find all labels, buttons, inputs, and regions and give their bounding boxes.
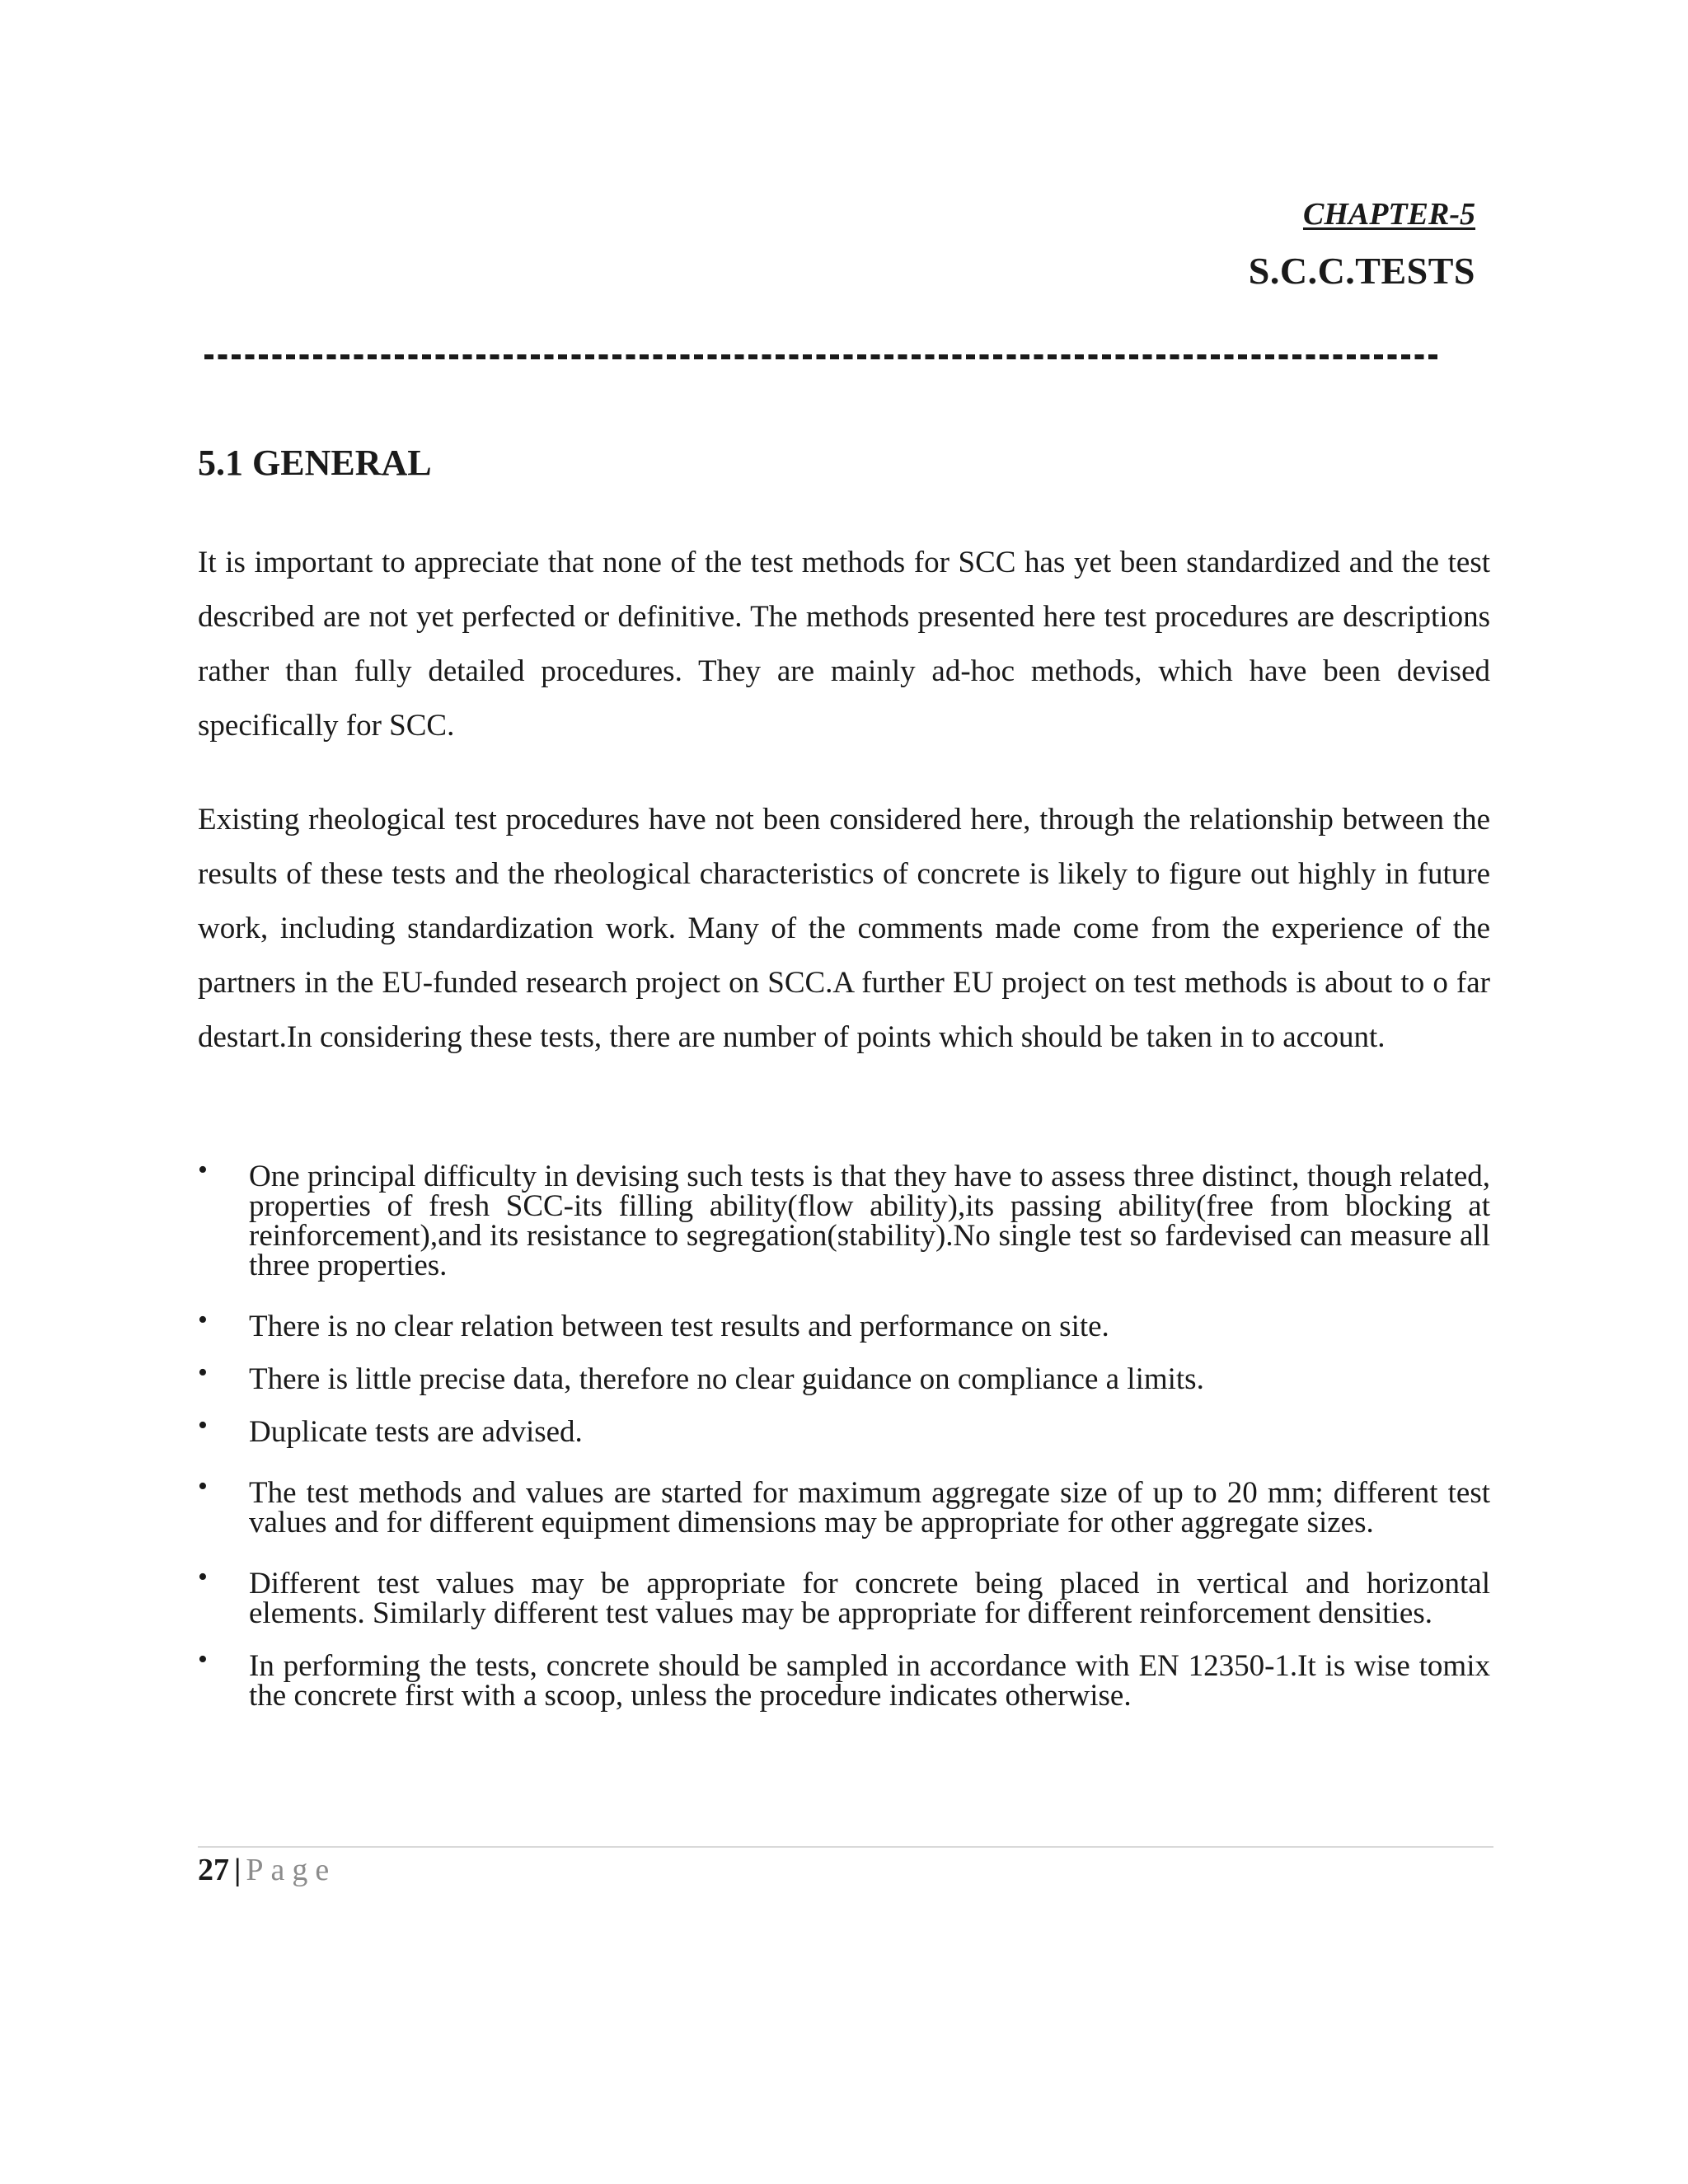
list-item — [198, 1357, 1490, 1396]
paragraph-1: It is important to appreciate that none of the test methods for SCC has yet been standardized and the test described are not yet perfected or definitive. The methods presented here test procedures are descriptions rather than fully detailed procedures. They are mainly ad-hoc methods, which have been devised specifically for SCC. — [198, 546, 1490, 743]
list-item-text: One principal difficulty in devising such tests is that they have to assess three distinct, though related, properties of fresh SCC-its filling ability(flow ability),its passing ability(free from blocking at reinforcement),and its resistance to segregation(stability).No single test so fardevised can measure all three properties. — [249, 1160, 1490, 1282]
footer-divider — [198, 1846, 1493, 1848]
page-separator: | — [234, 1853, 241, 1887]
list-item — [198, 1471, 1490, 1540]
list-item-text: There is no clear relation between test results and performance on site. — [249, 1310, 1109, 1343]
bullet-icon: • — [198, 1305, 208, 1335]
bullet-icon: • — [198, 1644, 208, 1675]
bullet-icon: • — [198, 1471, 208, 1502]
list-item — [198, 1155, 1490, 1282]
list-item-text: Different test values may be appropriate for concrete being placed in vertical and horizontal elements. Similarly different test values may be appropriate for different reinforcement densities. — [249, 1567, 1490, 1630]
paragraph-2: Existing rheological test procedures have not been considered here, through the relationship between the results of these tests and the rheological characteristics of concrete is likely to figure out highly in future work, including standardization work. Many of the comments made come from the experience of the partners in the EU-funded research project on SCC.A further EU project on test methods is about to o far destart.In considering these tests, there are number of points which should be taken in to account. — [198, 803, 1490, 1054]
list-item — [198, 1305, 1490, 1343]
page-number: 27 — [198, 1853, 229, 1887]
bullet-list — [198, 1155, 1490, 1713]
bullet-icon: • — [198, 1410, 208, 1441]
bullet-icon: • — [198, 1562, 208, 1592]
bullet-icon: • — [198, 1155, 208, 1185]
list-item-text: The test methods and values are started for maximum aggregate size of up to 20 mm; different test values and for different equipment dimensions may be appropriate for other aggregate sizes. — [249, 1476, 1490, 1540]
chapter-label: CHAPTER-5 — [1302, 197, 1475, 232]
section-heading: 5.1 GENERAL — [198, 443, 432, 483]
page-word: Page — [246, 1853, 337, 1887]
page-footer — [198, 1849, 336, 1891]
chapter-title: S.C.C.TESTS — [1248, 250, 1475, 292]
list-item-text: There is little precise data, therefore no clear guidance on compliance a limits. — [249, 1362, 1204, 1396]
list-item — [198, 1562, 1490, 1630]
dashed-divider — [204, 354, 1441, 359]
list-item-text: In performing the tests, concrete should be sampled in accordance with EN 12350-1.It is wise tomix the concrete first with a scoop, unless the procedure indicates otherwise. — [249, 1649, 1490, 1713]
list-item — [198, 1644, 1490, 1713]
bullet-icon: • — [198, 1357, 208, 1388]
list-item-text: Duplicate tests are advised. — [249, 1415, 583, 1449]
list-item — [198, 1410, 1490, 1449]
